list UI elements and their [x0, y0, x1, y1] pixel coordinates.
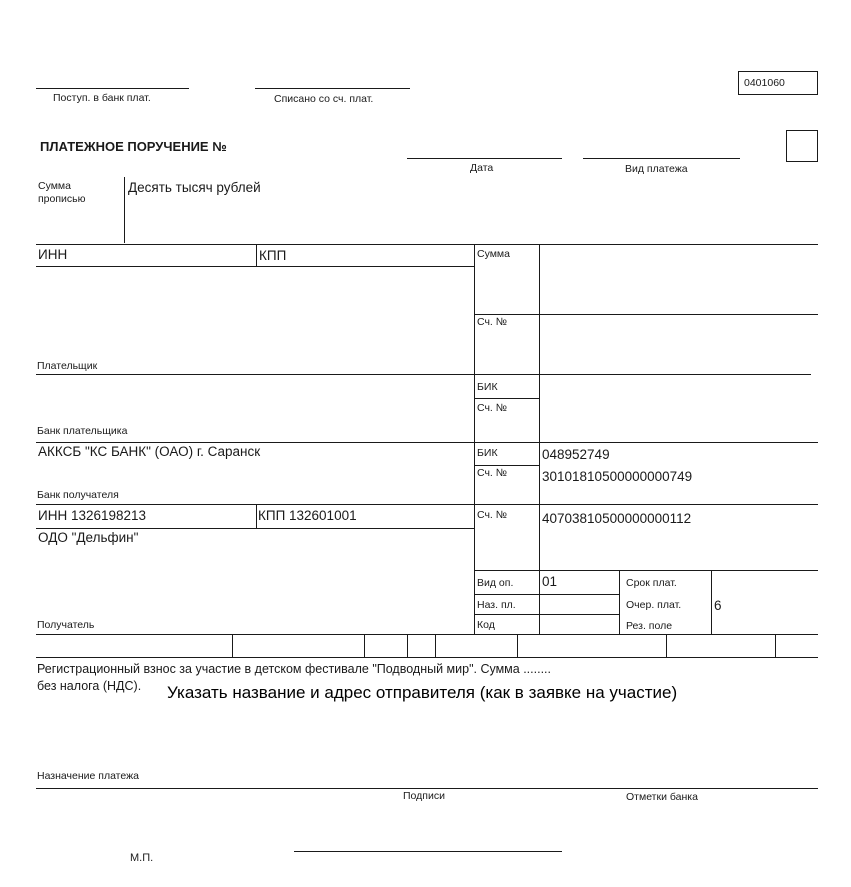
payer-kpp-label: КПП: [259, 248, 287, 263]
amount-words-value: Десять тысяч рублей: [128, 180, 261, 195]
sum-label: Сумма: [477, 248, 510, 260]
payee-bik-label: БИК: [477, 447, 498, 459]
payment-order-value: 6: [714, 598, 722, 613]
amount-words-label-1: Сумма: [38, 180, 71, 192]
payment-purpose-label: Назначение платежа: [37, 770, 139, 782]
payee-kpp: КПП 132601001: [258, 508, 357, 523]
payee-corr-account-value: 30101810500000000749: [542, 469, 693, 484]
payment-term-label: Срок плат.: [626, 577, 677, 589]
purpose-line-1: Регистрационный взнос за участие в детском фестивале "Подводный мир". Сумма ........: [37, 662, 551, 676]
received-label: Поступ. в банк плат.: [53, 92, 151, 104]
payment-type-box: [786, 130, 818, 162]
payee-bik-value: 048952749: [542, 447, 610, 462]
signatures-label: Подписи: [403, 790, 445, 802]
stamp-label: М.П.: [130, 852, 154, 864]
payee-name: ОДО "Дельфин": [38, 530, 139, 545]
payer-inn-label: ИНН: [38, 247, 68, 262]
operation-type-label: Вид оп.: [477, 577, 514, 589]
payer-bik-label: БИК: [477, 381, 498, 393]
payee-label: Получатель: [37, 619, 95, 631]
payer-bank-label: Банк плательщика: [37, 425, 128, 437]
payee-account-value: 40703810500000000112: [542, 511, 692, 526]
payment-type-label: Вид платежа: [625, 163, 688, 175]
amount-words-label-2: прописью: [38, 193, 86, 205]
payee-inn: ИНН 1326198213: [38, 508, 147, 523]
payer-label: Плательщик: [37, 360, 98, 372]
payee-bank-name: АККСБ "КС БАНК" (ОАО) г. Саранск: [38, 444, 261, 459]
form-code-box: [738, 71, 818, 95]
payer-corr-account-label: Сч. №: [477, 402, 508, 414]
payee-corr-account-label: Сч. №: [477, 467, 508, 479]
payer-account-label: Сч. №: [477, 316, 508, 328]
purpose-line-2: без налога (НДС).: [37, 679, 142, 693]
reserve-field-label: Рез. поле: [626, 620, 673, 632]
payee-bank-label: Банк получателя: [37, 489, 119, 501]
bank-marks-label: Отметки банка: [626, 791, 698, 803]
form-code: 0401060: [744, 77, 785, 89]
operation-type-value: 01: [542, 574, 558, 589]
payee-account-label: Сч. №: [477, 509, 508, 521]
sender-note: Указать название и адрес отправителя (как в заявке на участие): [167, 683, 678, 702]
debited-label: Списано со сч. плат.: [274, 93, 374, 105]
payment-purpose-code-label: Наз. пл.: [477, 599, 516, 611]
code-label: Код: [477, 619, 495, 631]
date-label: Дата: [470, 162, 494, 174]
page-title: ПЛАТЕЖНОЕ ПОРУЧЕНИЕ №: [40, 139, 227, 154]
payment-order-label: Очер. плат.: [626, 599, 682, 611]
